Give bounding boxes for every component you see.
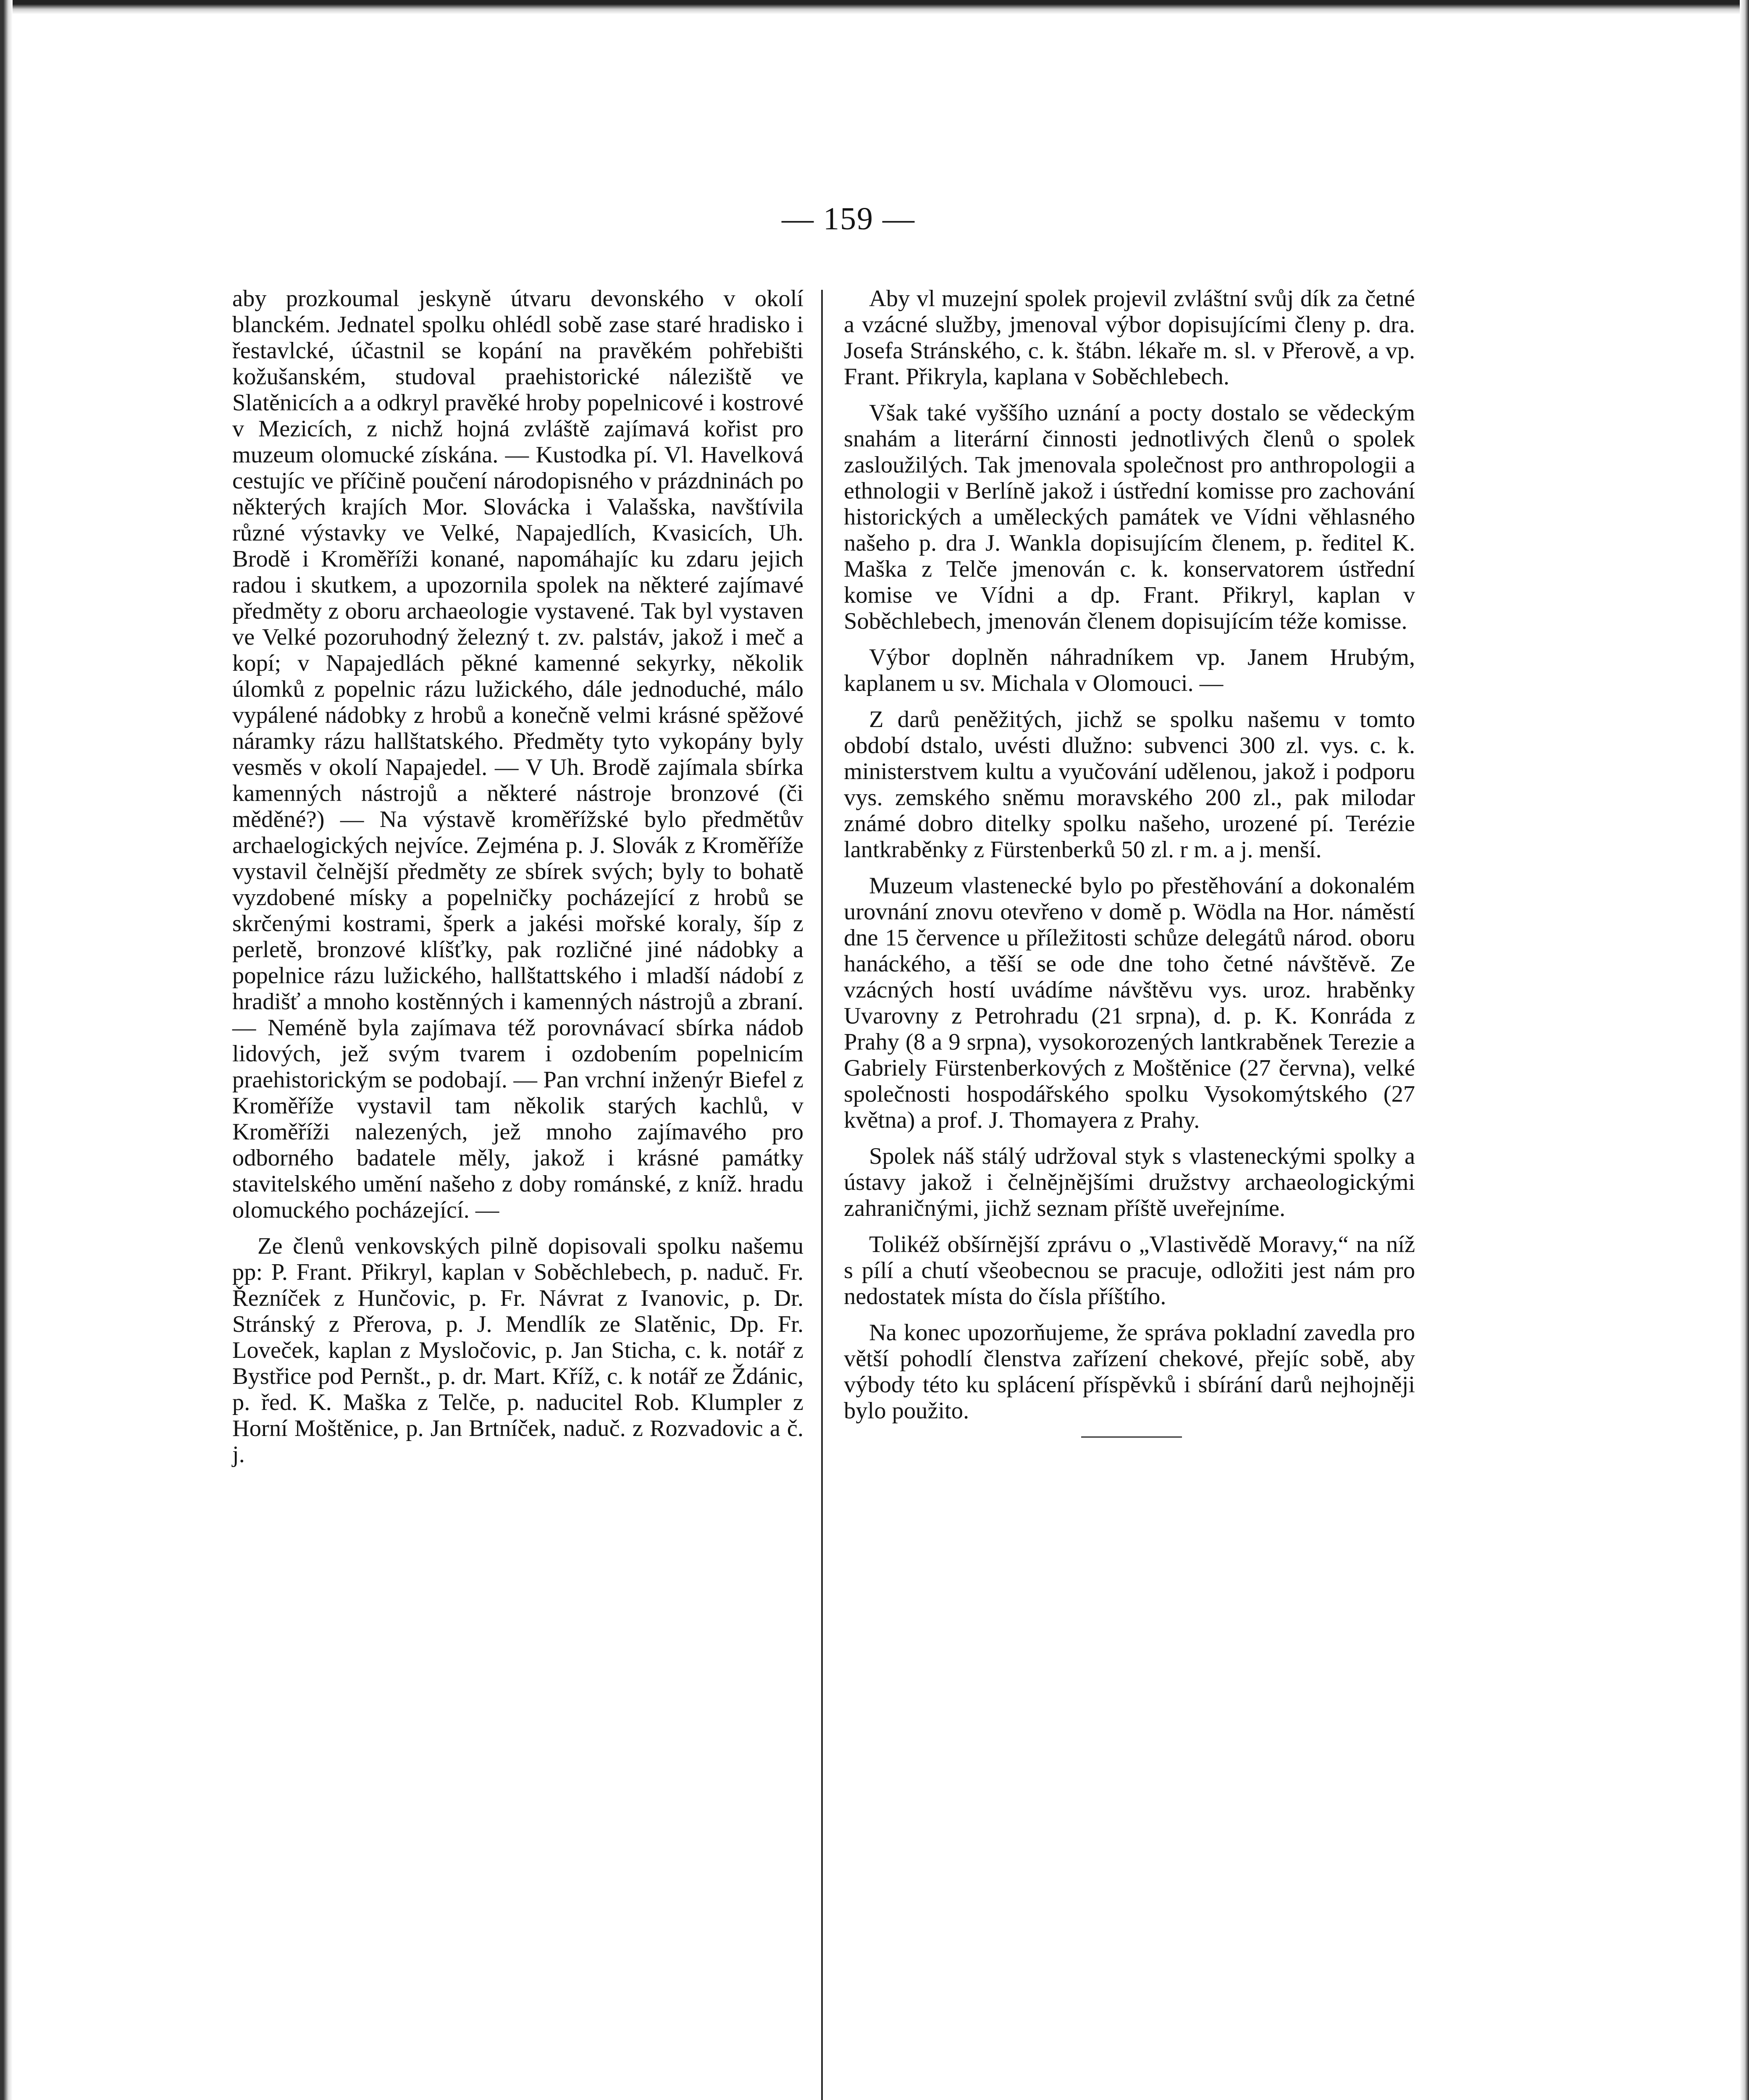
right-paragraph-2: Však také vyššího uznání a pocty dostalo se vědeckým snahám a literární činnosti jednotlivých členů o spolek zasloužilých. Tak jmenovala společnost pro anthropologii a ethnologii v Berlíně jakož i ústřední komisse pro zachování historických a uměleckých památek ve Vídni věhlasného našeho p. dra J. Wankla dopisujícím členem, p. ředitel K. Maška z Telče jmenován c. k. konservatorem ústřední komise ve Vídni a dp. Frant. Přikryl, kaplan v Soběchlebech, jmenován členem dopisujícím téže komisse.: [844, 400, 1415, 634]
scan-border-left: [0, 0, 13, 2100]
right-paragraph-5: Muzeum vlastenecké bylo po přestěhování a dokonalém urovnání znovu otevřeno v domě p. Wödla na Hor. náměstí dne 15 července u příležitosti schůze delegátů národ. oboru hanáckého, a těší se ode dne toho četné návštěvě. Ze vzácných hostí uvádíme návštěvu vys. uroz. hraběnky Uvarovny z Petrohradu (21 srpna), d. p. K. Konráda z Prahy (8 a 9 srpna), vysokorozených lantkraběnek Terezie a Gabriely Fürstenberkových z Moštěnice (27 června), velké společnosti hospodářského spolku Vysokomýtského (27 května) a prof. J. Thomayera z Prahy.: [844, 873, 1415, 1133]
right-column: [844, 286, 1415, 1438]
scan-border-right: [1740, 0, 1749, 2100]
right-paragraph-7: Tolikéž obšírnější zprávu o „Vlastivědě Moravy,“ na níž s pílí a chutí všeobecnou se pracuje, odložiti jest nám pro nedostatek místa do čísla příštího.: [844, 1231, 1415, 1310]
column-divider: [821, 290, 823, 2100]
left-column: [232, 286, 804, 1478]
right-paragraph-3: Výbor doplněn náhradníkem vp. Janem Hrubým, kaplanem u sv. Michala v Olomouci. —: [844, 644, 1415, 696]
left-paragraph-2: Ze členů venkovských pilně dopisovali spolku našemu pp: P. Frant. Přikryl, kaplan v Soběchlebech, p. naduč. Fr. Řezníček z Hunčovic, p. Fr. Návrat z Ivanovic, p. Dr. Stránský z Přerova, p. J. Mendlík ze Slatěnic, Dp. Fr. Loveček, kaplan z Mysločovic, p. Jan Sticha, c. k. notář z Bystřice pod Pernšt., p. dr. Mart. Kříž, c. k notář ze Ždánic, p. řed. K. Maška z Telče, p. naducitel Rob. Klumpler z Horní Moštěnice, p. Jan Brtníček, naduč. z Rozvadovic a č. j.: [232, 1233, 804, 1467]
right-paragraph-6: Spolek náš stálý udržoval styk s vlasteneckými spolky a ústavy jakož i čelnějnějšími družstvy archaeologickými zahraničnými, jichž seznam příště uveřejníme.: [844, 1143, 1415, 1221]
right-paragraph-1: Aby vl muzejní spolek projevil zvláštní svůj dík za četné a vzácné služby, jmenoval výbor dopisujícími členy p. dra. Josefa Stránského, c. k. štábn. lékaře m. sl. v Přerově, a vp. Frant. Přikryla, kaplana v Soběchlebech.: [844, 286, 1415, 390]
left-paragraph-1: aby prozkoumal jeskyně útvaru devonského v okolí blanckém. Jednatel spolku ohlédl sobě zase staré hradisko i řestavlcké, účastnil se kopání na pravěkém pohřebišti kožušanském, studoval praehistorické náleziště ve Slatěnicích a a odkryl pravěké hroby popelnicové i kostrové v Mezicích, z nichž hojná zvláště zajímavá kořist pro muzeum olomucké získána. — Kustodka pí. Vl. Havelková cestujíc ve příčině poučení národopisného v prázdninách po některých krajích Mor. Slovácka i Valašska, navštívila různé výstavky ve Velké, Napajedlích, Kvasicích, Uh. Brodě i Kroměříži konané, napomáhajíc ku zdaru jejich radou i skutkem, a upozornila spolek na některé zajímavé předměty z oboru archaeologie vystavené. Tak byl vystaven ve Velké pozoruhodný železný t. zv. palstáv, jakož i meč a kopí; v Napajedlách pěkné kamenné sekyrky, několik úlomků z popelnic rázu lužického, dále jednoduché, málo vypálené nádobky z hrobů a konečně velmi krásné spěžové náramky rázu hallštatského. Předměty tyto vykopány byly vesměs v okolí Napajedel. — V Uh. Brodě zajímala sbírka kamenných nástrojů a některé nástroje bronzové (či měděné?) — Na výstavě kroměřížské bylo předmětův archaelogických nejvíce. Zejména p. J. Slovák z Kroměříže vystavil čelnější předměty ze sbírek svých; byly to bohatě vyzdobené mísky a popelničky pocházející z hrobů se skrčenými kostrami, šperk a jakési mořské koraly, šíp z perletě, bronzové klíšťky, pak rozličné jiné nádobky a popelnice rázu lužického, hallštattského i mladší nádobí z hradišť a mnoho kostěnných i kamenných nástrojů a zbraní. — Neméně byla zajímava též porovnávací sbírka nádob lidových, jež svým tvarem i ozdobením popelnicím praehistorickým se podobají. — Pan vrchní inženýr Biefel z Kroměříže vystavil tam několik starých kachlů, v Kroměříži nalezených, jež mnoho zajímavého pro odborného badatele měly, jakož i krásné památky stavitelského umění našeho z doby románské, z kníž. hradu olomuckého pocházející. —: [232, 286, 804, 1223]
right-paragraph-4: Z darů peněžitých, jichž se spolku našemu v tomto období dstalo, uvésti dlužno: subvenci 300 zl. vys. c. k. ministerstvem kultu a vyučování udělenou, jakož i podporu vys. zemského sněmu moravského 200 zl., pak milodar známé dobro ditelky spolku našeho, urozené pí. Terézie lantkraběnky z Fürstenberků 50 zl. r m. a j. menší.: [844, 706, 1415, 863]
right-paragraph-8: Na konec upozorňujeme, že správa pokladní zavedla pro větší pohodlí členstva zařízení chekové, přejíc sobě, aby výbody této ku splácení příspěvků i sbírání darů nejhojněji bylo použito.: [844, 1320, 1415, 1424]
page-number: — 159 —: [782, 201, 915, 236]
end-rule: [1081, 1436, 1182, 1438]
scan-border-top: [0, 0, 1749, 14]
